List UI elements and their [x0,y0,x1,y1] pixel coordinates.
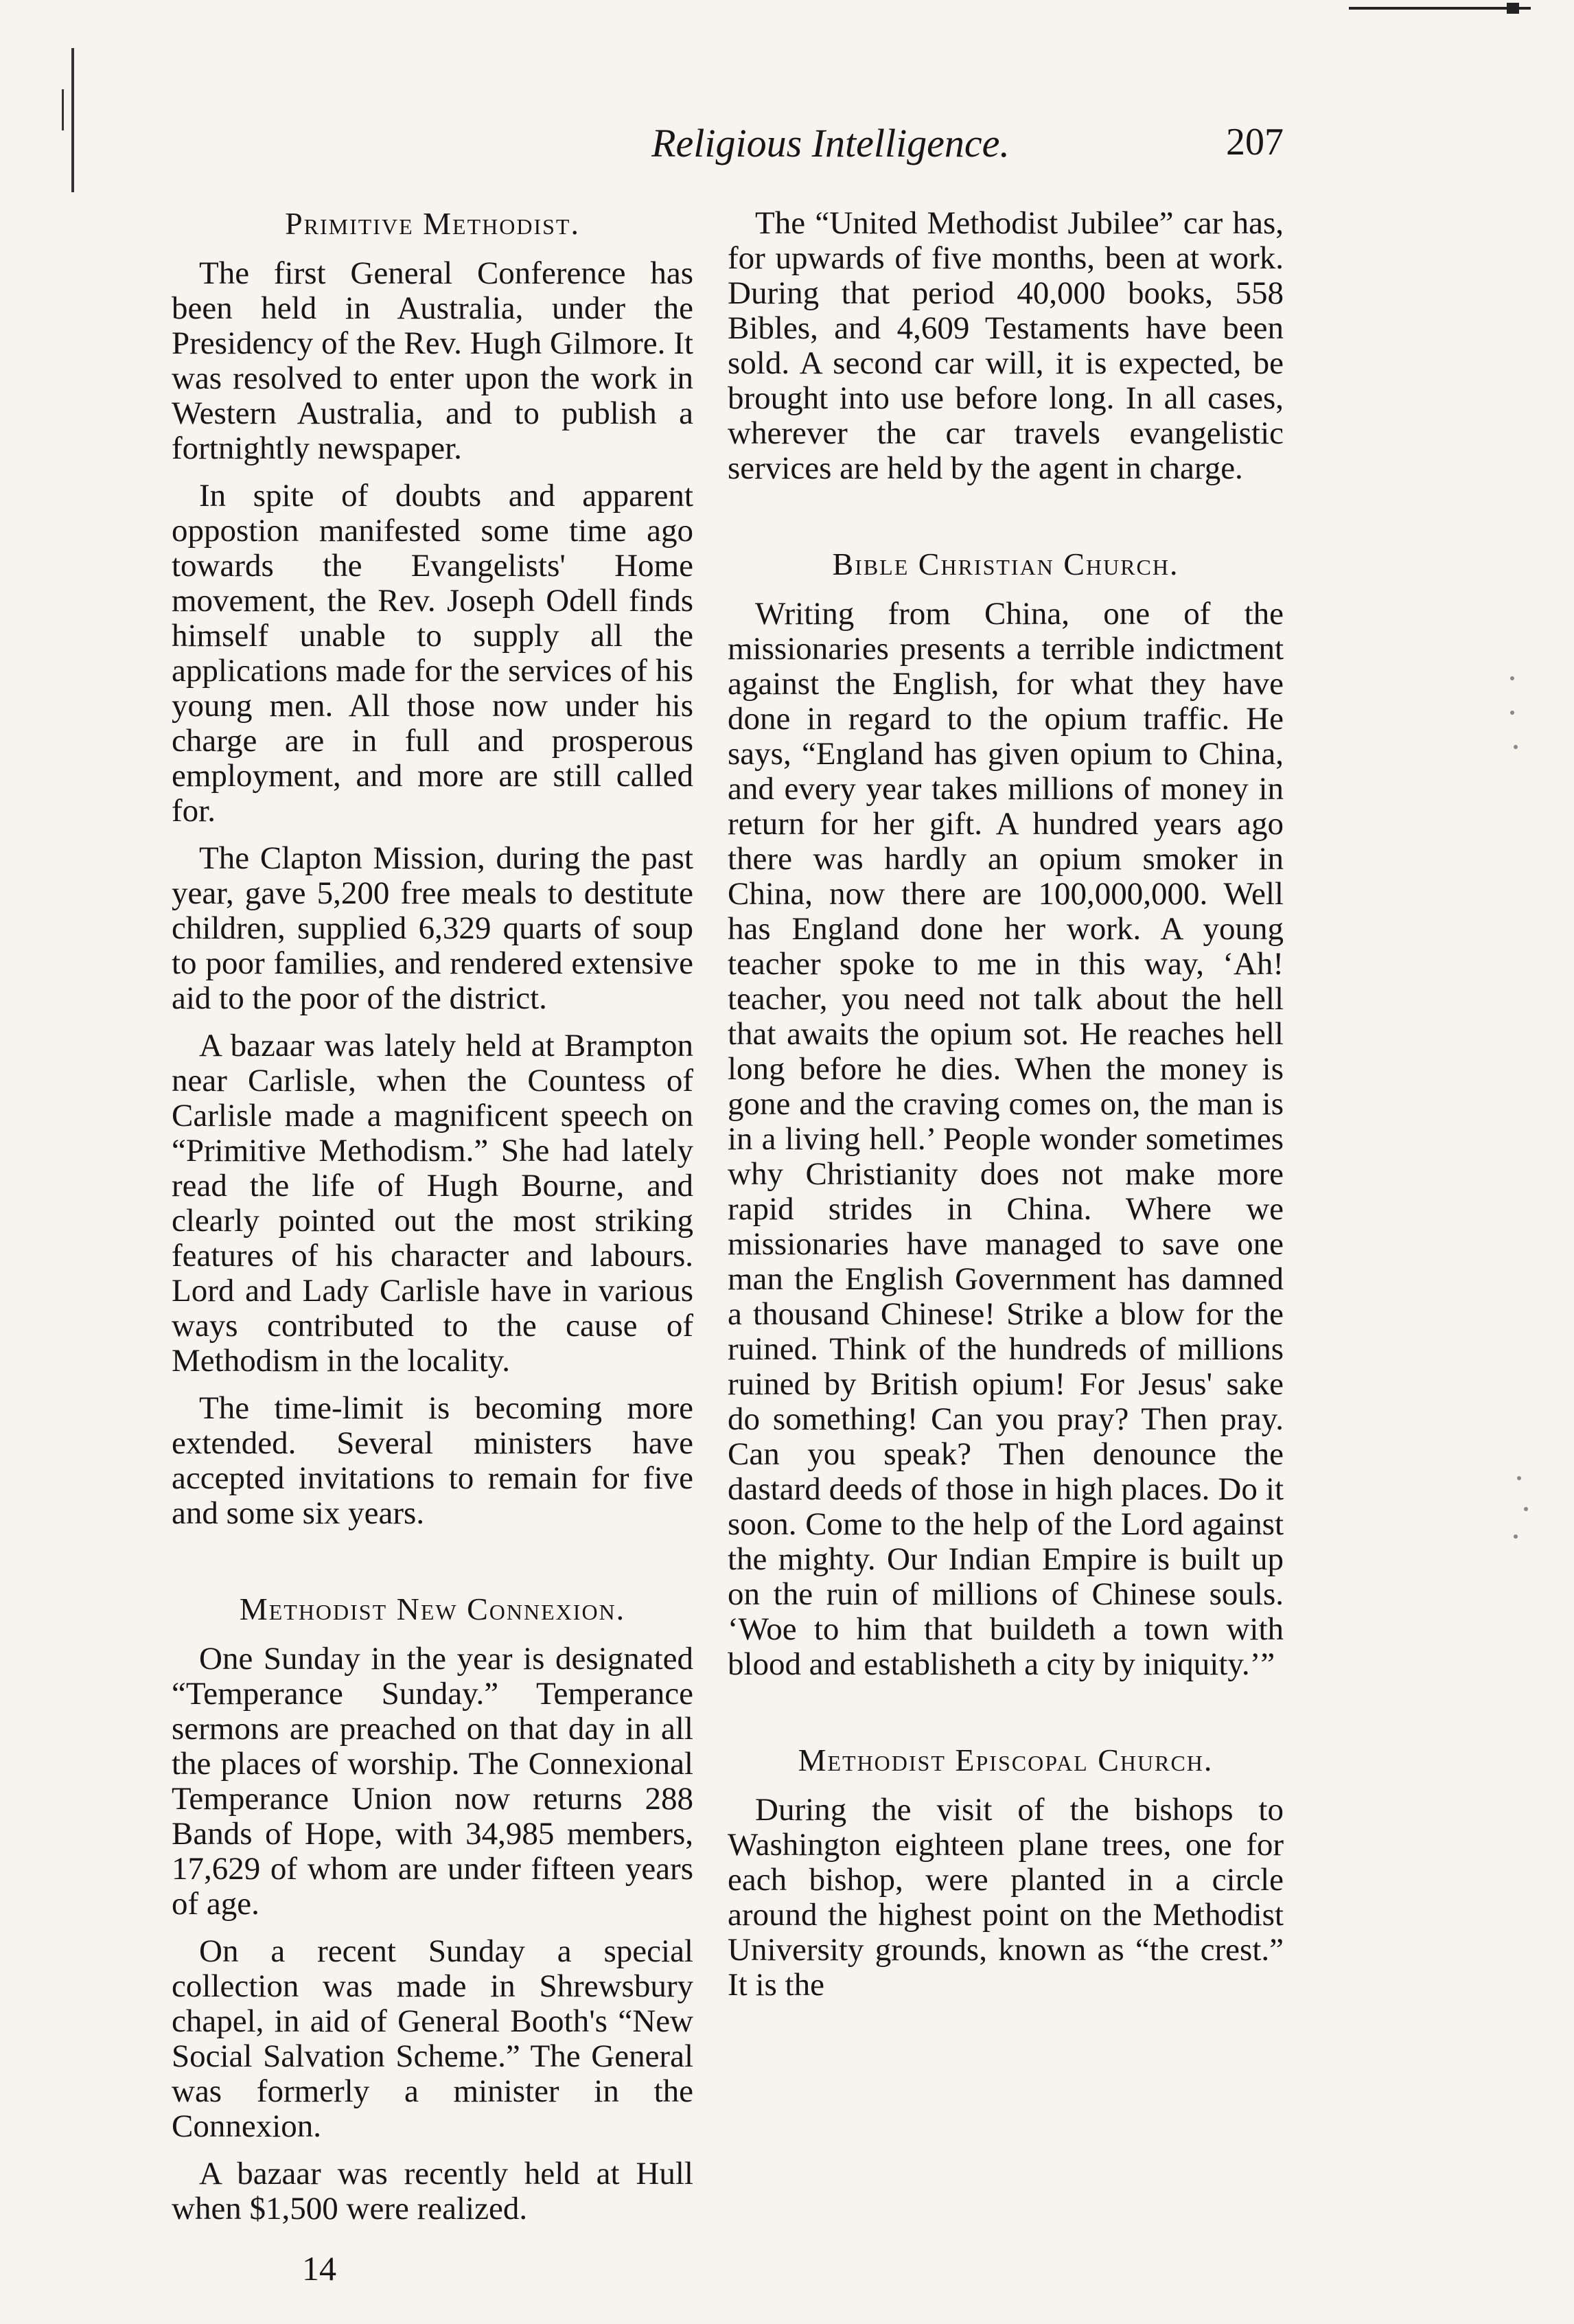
page-number: 207 [1226,121,1284,163]
paragraph: One Sunday in the year is designated “Temperance Sunday.” Temperance sermons are preached on that day in all the places of worship. The Connexional Temperance Union now returns 288 Bands of Hope, with 34,985 members, 17,629 of whom are under fifteen years of age. [172,1641,693,1922]
right-column [728,206,1284,2015]
section-heading: Methodist New Connexion. [239,1591,626,1626]
section-heading: Methodist Episcopal Church. [798,1742,1214,1777]
section-continued [728,206,1284,486]
top-rule [1349,7,1531,10]
paragraph: The “United Methodist Jubilee” car has, for upwards of five months, been at work. During that period 40,000 books, 558 Bibles, and 4,609 Testaments have been sold. A second car will, it is expected, be brought into use before long. In all cases, wherever the car travels evangelistic services are held by the agent in charge. [728,205,1284,486]
running-header [501,120,1284,175]
paragraph: During the visit of the bishops to Washington eighteen plane trees, one for each bishop, were planted in a circle around the highest point on the Methodist University grounds, known as “the crest.” It is the [728,1792,1284,2003]
margin-line [71,48,74,192]
left-column [172,206,693,2239]
running-title: Religious Intelligence. [651,121,1010,165]
paragraph: The Clapton Mission, during the past year, gave 5,200 free meals to destitute children, supplied 6,329 quarts of soup to poor families, and rendered extensive aid to the poor of the district. [172,840,693,1016]
section-methodist-new-connexion [172,1591,693,2227]
margin-line-short [62,89,64,130]
signature-mark: 14 [302,2249,336,2288]
top-rule-mark [1507,3,1519,14]
paragraph: In spite of doubts and apparent oppostion manifested some time ago towards the Evangelists' Home movement, the Rev. Joseph Odell finds himself unable to supply all the applications made for the services of his young men. All those now under his charge are in full and prosperous employment, and more are still called for. [172,478,693,829]
paragraph: Writing from China, one of the missionaries presents a terrible indictment against the English, for what they have done in regard to the opium traffic. He says, “England has given opium to China, and every year takes millions of money in return for her gift. A hundred years ago there was hardly an opium smoker in China, now there are 100,000,000. Well has England done her work. A young teacher spoke to me in this way, ‘Ah! teacher, you need not talk about the hell that awaits the opium sot. He reaches hell long before he dies. When the money is gone and the craving comes on, the man is in a living hell.’ People wonder sometimes why Christianity does not make more rapid strides in China. Where we missionaries have managed to save one man the English Government has damned a thousand Chinese! Strike a blow for the ruined. Think of the hundreds of millions ruined by British opium! For Jesus' sake do something! Can you pray? Then pray. Can you speak? Then denounce the dastard deeds of those in high places. Do it soon. Come to the help of the Lord against the mighty. Our Indian Empire is built up on the ruin of millions of Chinese souls. ‘Woe to him that buildeth a town with blood and establisheth a city by iniquity.’” [728,596,1284,1682]
paragraph: A bazaar was lately held at Brampton near Carlisle, when the Countess of Carlisle made a magnificent speech on “Primitive Methodism.” She had lately read the life of Hugh Bourne, and clearly pointed out the most striking features of his character and labours. Lord and Lady Carlisle have in various ways contributed to the cause of Methodism in the locality. [172,1028,693,1379]
section-heading: Bible Christian Church. [832,547,1179,582]
paragraph: A bazaar was recently held at Hull when $1,500 were realized. [172,2156,693,2227]
paragraph: On a recent Sunday a special collection was made in Shrewsbury chapel, in aid of General Booth's “New Social Salvation Scheme.” The General was formerly a minister in the Connexion. [172,1933,693,2144]
paragraph: The time-limit is becoming more extended. Several ministers have accepted invitations to remain for five and some six years. [172,1390,693,1531]
section-heading: Primitive Methodist. [285,206,580,241]
section-primitive-methodist [172,206,693,1531]
section-methodist-episcopal-church [728,1742,1284,2003]
paragraph: The first General Conference has been held in Australia, under the Presidency of the Rev. Hugh Gilmore. It was resolved to enter upon the work in Western Australia, and to publish a fortnightly newspaper. [172,255,693,466]
section-bible-christian-church [728,547,1284,1682]
